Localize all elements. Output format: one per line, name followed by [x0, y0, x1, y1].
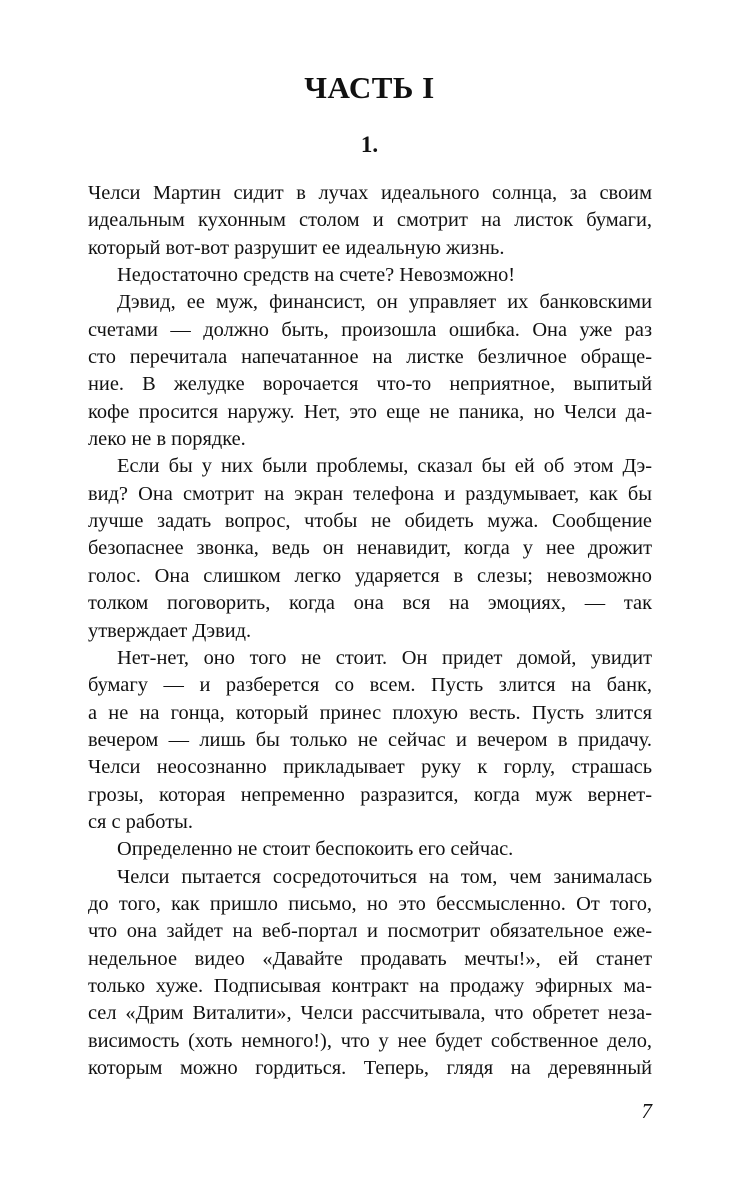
text-line: толком поговорить, когда она вся на эмоциях, — так — [88, 592, 652, 615]
text-line: вид? Она смотрит на экран телефона и раздумывает, как бы — [88, 482, 652, 505]
body-text — [88, 180, 652, 1082]
text-line: до того, как пришло письмо, но это бессмысленно. От того, — [88, 892, 652, 915]
text-line: ние. В желудке ворочается что-то неприятное, выпитый — [88, 373, 652, 396]
text-line: безопаснее звонка, ведь он ненавидит, когда у нее дрожит — [88, 537, 652, 560]
chapter-number: 1. — [360, 132, 379, 157]
text-line: который вот-вот разрушит ее идеальную жизнь. — [88, 236, 505, 259]
text-line: недельное видео «Давайте продавать мечты!», ей станет — [88, 947, 652, 970]
text-line: Челси неосознанно прикладывает руку к горлу, страшась — [88, 756, 652, 779]
text-line: Челси пытается сосредоточиться на том, чем занималась — [117, 865, 652, 888]
text-line: а не на гонца, который принес плохую весть. Пусть злится — [88, 701, 652, 724]
page-number: 7 — [641, 1099, 652, 1123]
text-line: кофе просится наружу. Нет, это еще не паника, но Челси да- — [88, 400, 652, 423]
text-line: грозы, которая непременно разразится, когда муж вернет- — [88, 783, 652, 806]
text-line: сел «Дрим Виталити», Челси рассчитывала, что обретет неза- — [88, 1002, 652, 1025]
text-line: ся с работы. — [88, 810, 193, 833]
text-line: висимость (хоть немного!), что у нее будет собственное дело, — [88, 1029, 652, 1052]
text-line: бумагу — и разберется со всем. Пусть злится на банк, — [88, 674, 652, 697]
text-line: только хуже. Подписывая контракт на продажу эфирных ма- — [88, 974, 652, 997]
text-line: голос. Она слишком легко ударяется в слезы; невозможно — [88, 564, 652, 587]
text-line: леко не в порядке. — [88, 428, 246, 451]
text-line: лучше задать вопрос, чтобы не обидеть мужа. Сообщение — [88, 510, 652, 533]
text-line: утверждает Дэвид. — [88, 619, 252, 642]
text-line: Нет-нет, оно того не стоит. Он придет домой, увидит — [117, 646, 652, 669]
text-line: Недостаточно средств на счете? Невозможно! — [117, 264, 516, 287]
text-line: идеальным кухонным столом и смотрит на листок бумаги, — [88, 209, 652, 232]
text-line: что она зайдет на веб-портал и посмотрит обязательное еже- — [88, 920, 652, 943]
text-line: счетами — должно быть, произошла ошибка. Она уже раз — [88, 318, 652, 341]
text-line: Дэвид, ее муж, финансист, он управляет их банковскими — [117, 291, 652, 314]
part-title: ЧАСТЬ I — [304, 70, 435, 105]
text-line: Челси Мартин сидит в лучах идеального солнца, за своим — [88, 182, 652, 204]
text-line: Если бы у них были проблемы, сказал бы ей об этом Дэ- — [117, 455, 652, 478]
text-line: вечером — лишь бы только не сейчас и вечером в придачу. — [88, 728, 652, 751]
text-line: сто перечитала напечатанное на листке безличное обраще- — [88, 346, 652, 369]
text-line: Определенно не стоит беспокоить его сейчас. — [117, 838, 514, 861]
text-line: которым можно гордиться. Теперь, глядя на деревянный — [88, 1057, 652, 1079]
